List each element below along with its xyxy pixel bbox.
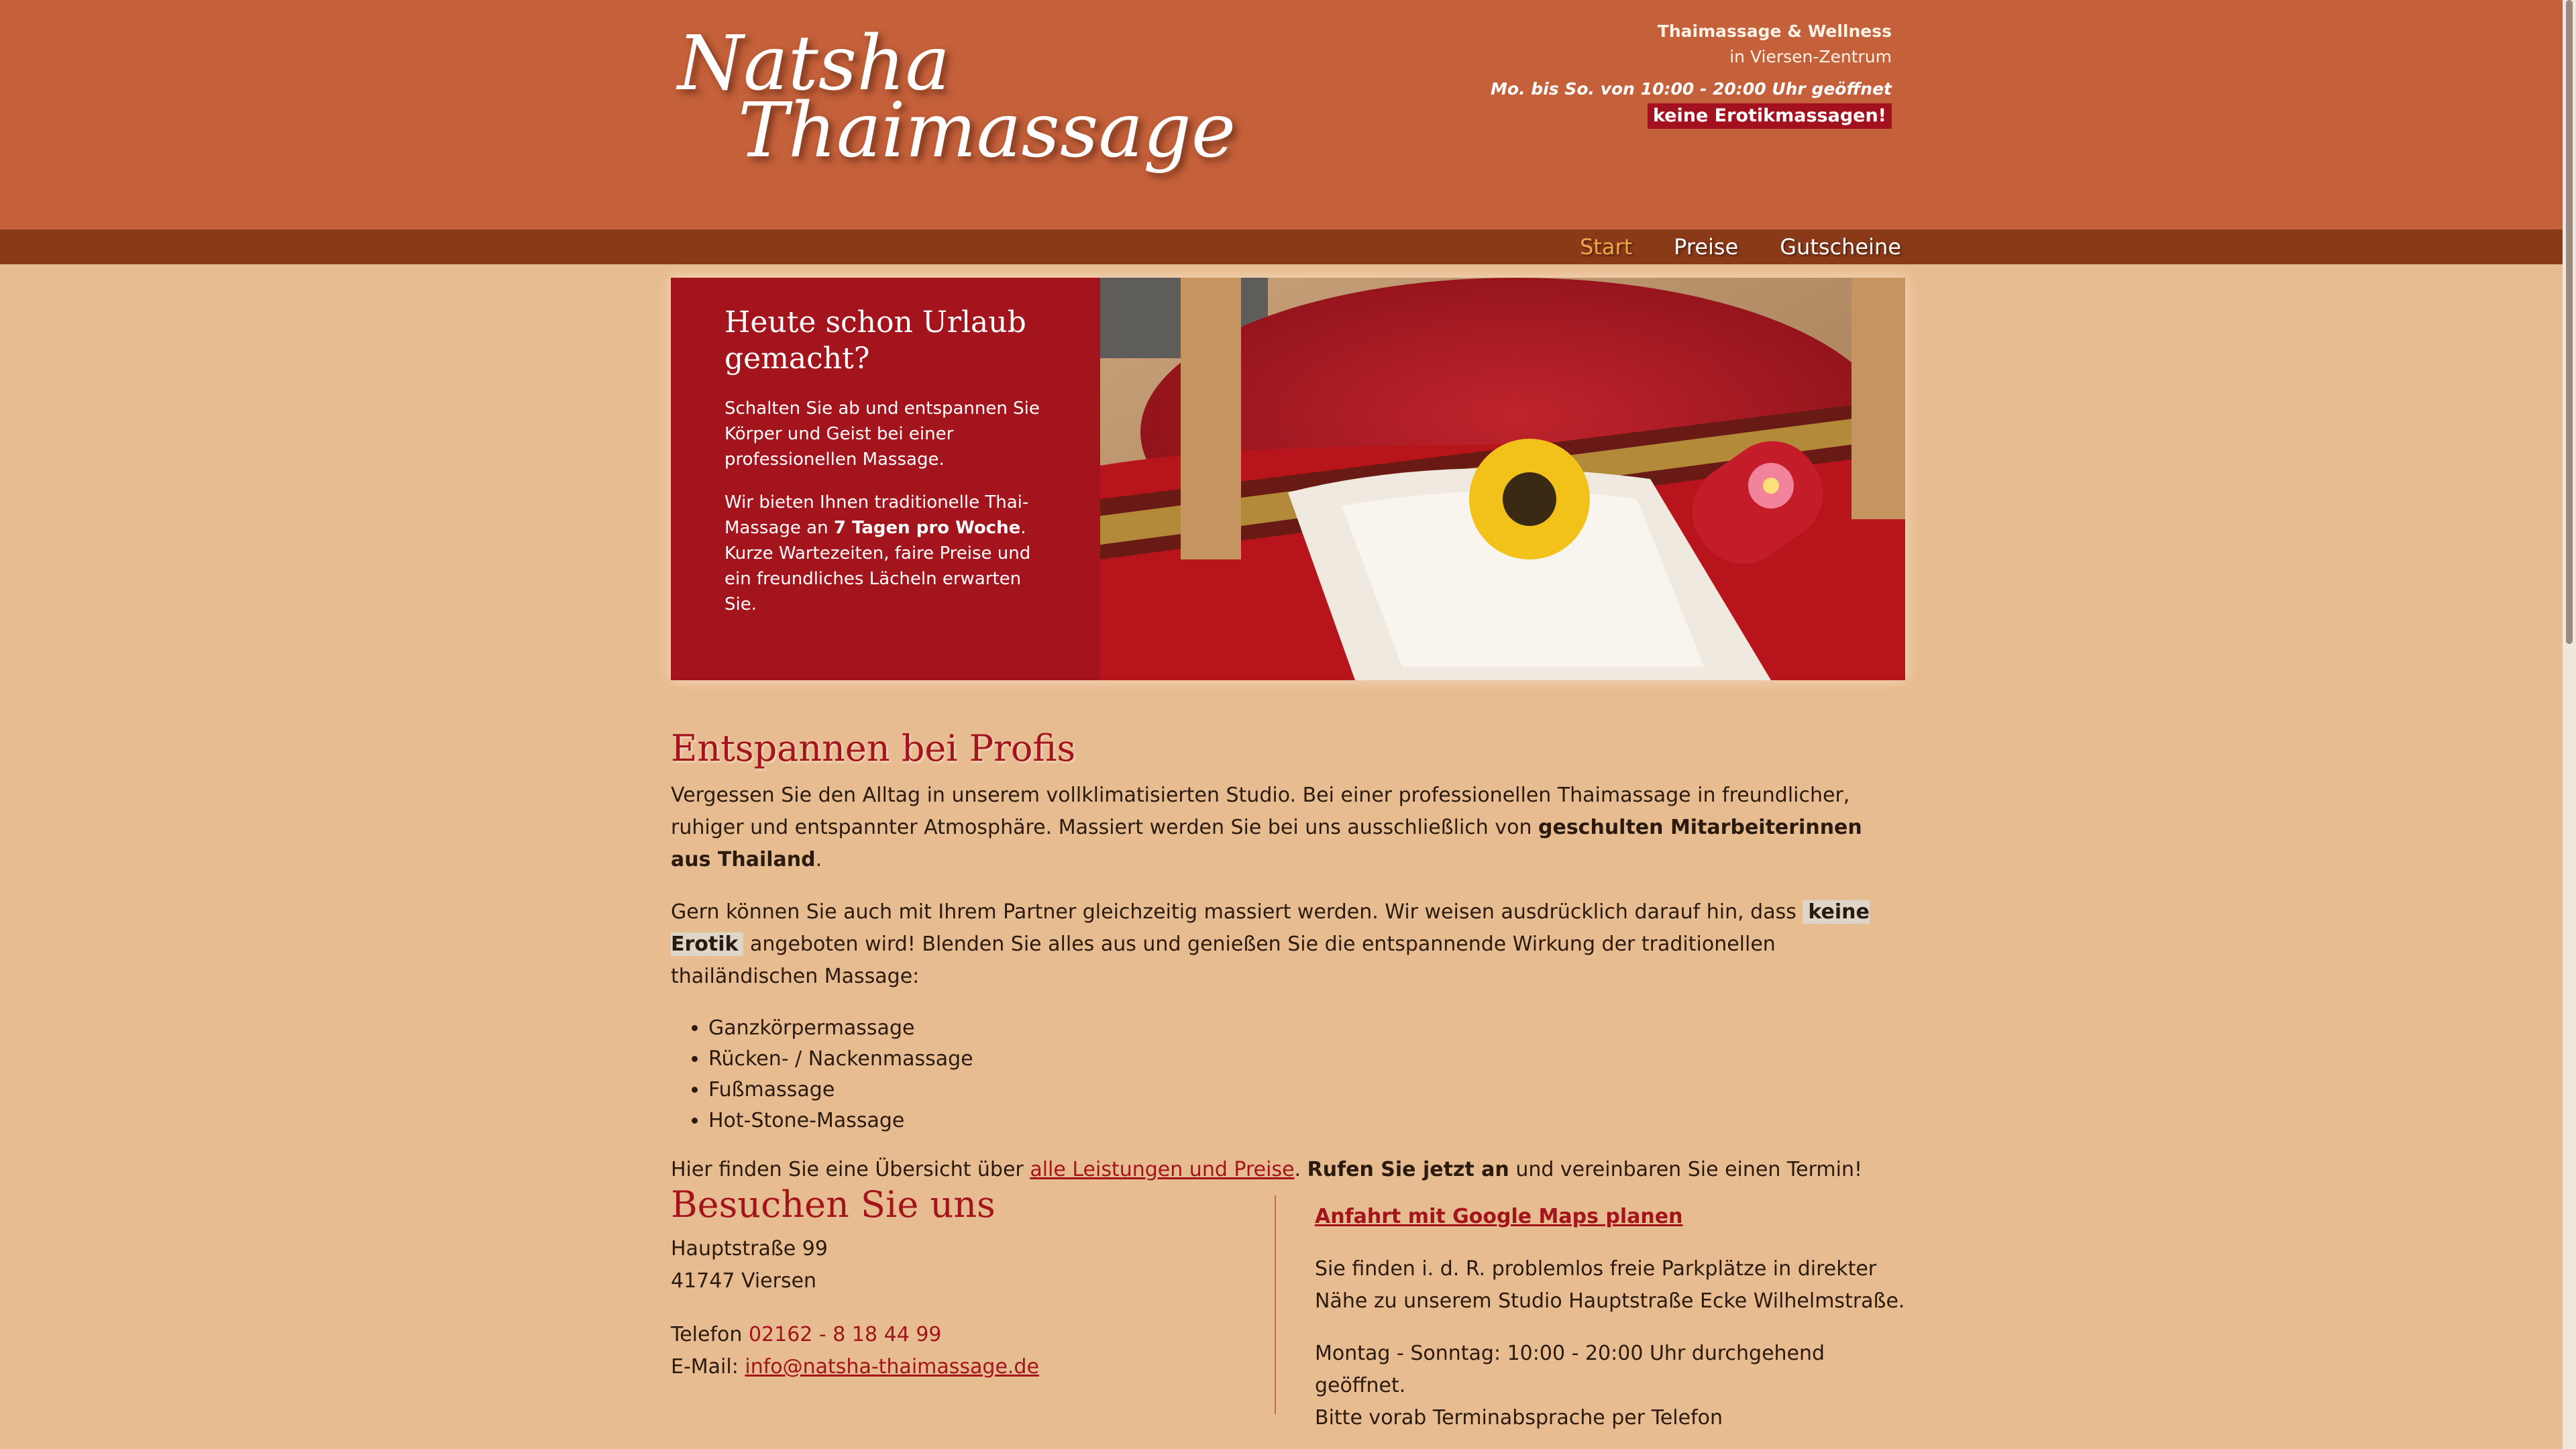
- column-divider: [1275, 1195, 1276, 1414]
- location: in Viersen-Zentrum: [1729, 47, 1892, 66]
- directions-column: [1315, 1201, 1905, 1434]
- header-info: [1422, 19, 1892, 129]
- partner-paragraph: Gern können Sie auch mit Ihrem Partner gleichzeitig massiert werden. Wir weisen ausdrücklich darauf hin, dass keine Erotik angeboten wird! Blenden Sie alles aus und genießen Sie die entspannende Wirkung der traditionellen thailändischen Massage:: [671, 900, 1870, 988]
- no-erotic-badge: keine Erotikmassagen!: [1648, 103, 1892, 129]
- intro-paragraph: Vergessen Sie den Alltag in unserem vollklimatisierten Studio. Bei einer professionellen Thaimassage in freundlicher, ruhiger und entspannter Atmosphäre. Massiert werden Sie bei uns ausschließlich von geschulten Mitarbeiterinnen aus Thailand.: [671, 784, 1862, 871]
- section-title: Entspannen bei Profis: [671, 727, 1076, 769]
- phone-line: Telefon 02162 - 8 18 44 99: [671, 1323, 942, 1346]
- nav-start[interactable]: Start: [1579, 234, 1633, 260]
- hero-text-box: [671, 278, 1100, 680]
- hours-info: Montag - Sonntag: 10:00 - 20:00 Uhr durchgehend geöffnet.: [1315, 1342, 1825, 1397]
- visit-section: [671, 1181, 1905, 1430]
- list-item: • Ganzkörpermassage: [708, 1013, 1905, 1044]
- parking-info: Sie finden i. d. R. problemlos freie Parkplätze in direkter Nähe zu unserem Studio Hauptstraße Ecke Wilhelmstraße.: [1315, 1257, 1905, 1313]
- nav-gutscheine[interactable]: Gutscheine: [1780, 234, 1901, 260]
- site-header: [0, 0, 2563, 229]
- google-maps-link[interactable]: Anfahrt mit Google Maps planen: [1315, 1205, 1683, 1228]
- hero-banner: [671, 278, 1905, 680]
- hero-title: Heute schon Urlaub gemacht?: [724, 305, 1026, 376]
- visit-title: Besuchen Sie uns: [671, 1183, 996, 1226]
- contact-column: [671, 1181, 1261, 1383]
- logo-line-1: Natsha: [678, 20, 951, 107]
- opening-hours: Mo. bis So. von 10:00 - 20:00 Uhr geöffnet: [1491, 79, 1892, 99]
- main-content: [671, 724, 1905, 1186]
- email-link[interactable]: info@natsha-thaimassage.de: [745, 1355, 1039, 1379]
- street: Hauptstraße 99: [671, 1237, 828, 1260]
- overview-paragraph: Hier finden Sie eine Übersicht über alle Leistungen und Preise. Rufen Sie jetzt an und vereinbaren Sie einen Termin!: [671, 1158, 1862, 1181]
- scrollbar[interactable]: [2563, 0, 2576, 1449]
- no-erotic-mark: keine Erotik: [671, 900, 1870, 956]
- hero-paragraph-1: Schalten Sie ab und entspannen Sie Körper und Geist bei einer professionellen Massage.: [724, 398, 1040, 470]
- hero-paragraph-2: Wir bieten Ihnen traditionelle Thai-Massage an 7 Tagen pro Woche. Kurze Wartezeiten, faire Preise und ein freundliches Lächeln erwarten Sie.: [724, 492, 1031, 614]
- city: 41747 Viersen: [671, 1269, 817, 1293]
- prices-link[interactable]: alle Leistungen und Preise: [1030, 1158, 1295, 1181]
- list-item: • Rücken- / Nackenmassage: [708, 1044, 1905, 1075]
- intro-highlight: geschulten Mitarbeiterinnen aus Thailand: [671, 816, 1862, 871]
- appointment-info: Bitte vorab Terminabsprache per Telefon: [1315, 1406, 1723, 1430]
- email-line: E-Mail: info@natsha-thaimassage.de: [671, 1355, 1039, 1379]
- scrollbar-thumb[interactable]: [2566, 0, 2573, 644]
- tagline: Thaimassage & Wellness: [1657, 21, 1892, 41]
- hero-photo: [1100, 278, 1905, 680]
- nav-preise[interactable]: Preise: [1674, 234, 1739, 260]
- services-list: [671, 1013, 1905, 1136]
- main-nav: [0, 229, 2563, 264]
- list-item: • Hot-Stone-Massage: [708, 1106, 1905, 1136]
- hero-highlight: 7 Tagen pro Woche: [833, 518, 1021, 538]
- list-item: • Fußmassage: [708, 1075, 1905, 1106]
- phone-number[interactable]: 02162 - 8 18 44 99: [748, 1323, 942, 1346]
- logo[interactable]: [678, 20, 1236, 188]
- logo-line-2: Thaimassage: [738, 87, 1236, 174]
- call-now: Rufen Sie jetzt an: [1307, 1158, 1509, 1181]
